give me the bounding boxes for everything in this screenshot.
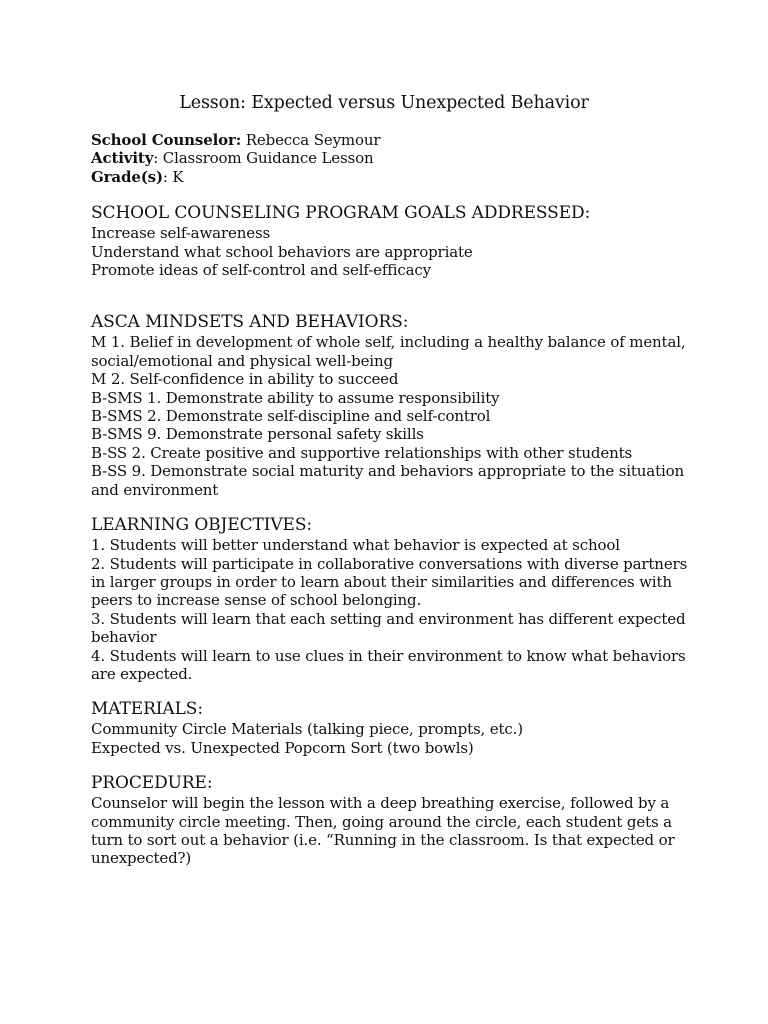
objectives-section	[91, 515, 691, 683]
procedure-section	[91, 773, 691, 868]
materials-heading: MATERIALS:	[91, 699, 203, 720]
asca-item: B-SS 9. Demonstrate social maturity and behaviors appropriate to the situation and environment	[91, 462, 684, 499]
procedure-text: Counselor will begin the lesson with a deep breathing exercise, followed by a community circle meeting. Then, going around the circle, each student gets a turn to sort out a behavior (i.e. “Running in the classroom. Is that expected or unexpected?)	[91, 794, 675, 868]
lesson-meta	[91, 131, 691, 186]
objective-item: 2. Students will participate in collaborative conversations with diverse partners in larger groups in order to learn about their similarities and differences with peers to increase sense of school belonging.	[91, 554, 688, 610]
materials-section	[91, 699, 691, 757]
document-title: Lesson: Expected versus Unexpected Behavior	[179, 93, 589, 113]
activity-line	[91, 149, 691, 167]
material-item: Expected vs. Unexpected Popcorn Sort (two bowls)	[91, 738, 474, 757]
asca-section	[91, 312, 691, 499]
asca-item: M 1. Belief in development of whole self, including a healthy balance of mental, social/emotional and physical well-being	[91, 333, 686, 370]
objective-item: 3. Students will learn that each setting and environment has different expected behavior	[91, 609, 686, 647]
asca-item: B-SS 2. Create positive and supportive relationships with other students	[91, 443, 633, 462]
objective-item: 4. Students will learn to use clues in their environment to know what behaviors are expected.	[91, 646, 686, 683]
asca-item: B-SMS 1. Demonstrate ability to assume responsibility	[91, 388, 500, 407]
asca-item: B-SMS 9. Demonstrate personal safety skills	[91, 425, 424, 444]
grade-label: Grade(s)	[91, 167, 163, 186]
goals-heading: SCHOOL COUNSELING PROGRAM GOALS ADDRESSED:	[91, 203, 591, 224]
activity-value: : Classroom Guidance Lesson	[153, 149, 374, 168]
asca-item: M 2. Self-confidence in ability to succeed	[91, 370, 399, 389]
goal-item: Promote ideas of self-control and self-efficacy	[91, 261, 431, 280]
goals-section	[91, 203, 691, 279]
counselor-value: Rebecca Seymour	[241, 131, 381, 149]
activity-label: Activity	[91, 149, 154, 168]
material-item: Community Circle Materials (talking piece, prompts, etc.)	[91, 720, 523, 739]
objectives-heading: LEARNING OBJECTIVES:	[91, 515, 313, 536]
goal-item: Increase self-awareness	[91, 224, 271, 243]
grade-value: : K	[162, 167, 184, 186]
asca-heading: ASCA MINDSETS AND BEHAVIORS:	[91, 312, 409, 333]
asca-item: B-SMS 2. Demonstrate self-discipline and self-control	[91, 407, 491, 426]
counselor-line	[91, 131, 691, 149]
grade-line	[91, 168, 691, 186]
goal-item: Understand what school behaviors are appropriate	[91, 242, 473, 261]
document-page	[91, 92, 691, 868]
counselor-label: School Counselor:	[91, 131, 242, 149]
procedure-heading: PROCEDURE:	[91, 773, 213, 794]
objective-item: 1. Students will better understand what behavior is expected at school	[91, 536, 620, 555]
